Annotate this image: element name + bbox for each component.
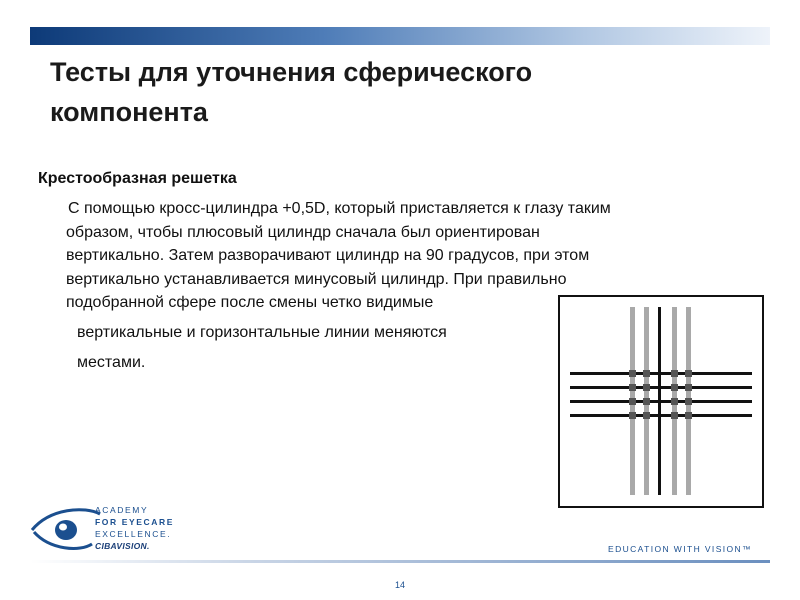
academy-logo-text [95,504,174,552]
intersection-blot [629,384,636,391]
section-subheading: Крестообразная решетка [38,170,237,187]
intersection-blot [671,412,678,419]
paragraph-line-3: вертикально. Затем разворачивают цилиндр на 90 градусов, при этом [66,247,590,264]
intersection-blot [643,384,650,391]
logo-line-excellence: EXCELLENCE. [95,529,172,539]
education-tagline: EDUCATION WITH VISION™ [608,544,752,554]
header-gradient-bar [30,27,770,45]
intersection-blot [685,384,692,391]
intersection-blot [643,398,650,405]
slide-title-line-1: Тесты для уточнения сферического [50,57,533,87]
intersection-blot [685,370,692,377]
sharp-vertical-line [658,307,661,495]
cibavision-logo: CIBAVISION. [95,541,150,551]
page-number: 14 [394,580,405,590]
intersection-blot [685,398,692,405]
intersection-blot [629,370,636,377]
paragraph-line-5: подобранной сфере после смены четко видимые [66,294,434,311]
paragraph-line-7: местами. [77,353,146,371]
intersection-blot [671,370,678,377]
paragraph-line-4: вертикально устанавливается минусовый цилиндр. При правильно [66,270,567,288]
footer-rule [30,560,770,563]
logo-line-academy: ACADEMY [95,505,149,515]
slide-title [50,52,750,132]
sharp-vertical-line [658,307,661,495]
paragraph-line-6: вертикальные и горизонтальные линии меняются [77,323,447,341]
paragraph-line-2: образом, чтобы плюсовый цилиндр сначала был ориентирован [66,223,540,241]
intersection-blot [643,412,650,419]
paragraph-line-1: С помощью кросс-цилиндра +0,5D, который приставляется к глазу таким [68,200,611,217]
cross-grid-figure [558,295,764,508]
intersection-blot [629,412,636,419]
intersection-blot [643,370,650,377]
intersection-blot [629,398,636,405]
intersection-blot [671,398,678,405]
intersection-blot [685,412,692,419]
intersection-blot [671,384,678,391]
logo-line-eyecare: FOR EYECARE [95,517,174,527]
cross-grid-image [560,297,762,506]
slide-title-line-2: компонента [50,97,208,127]
